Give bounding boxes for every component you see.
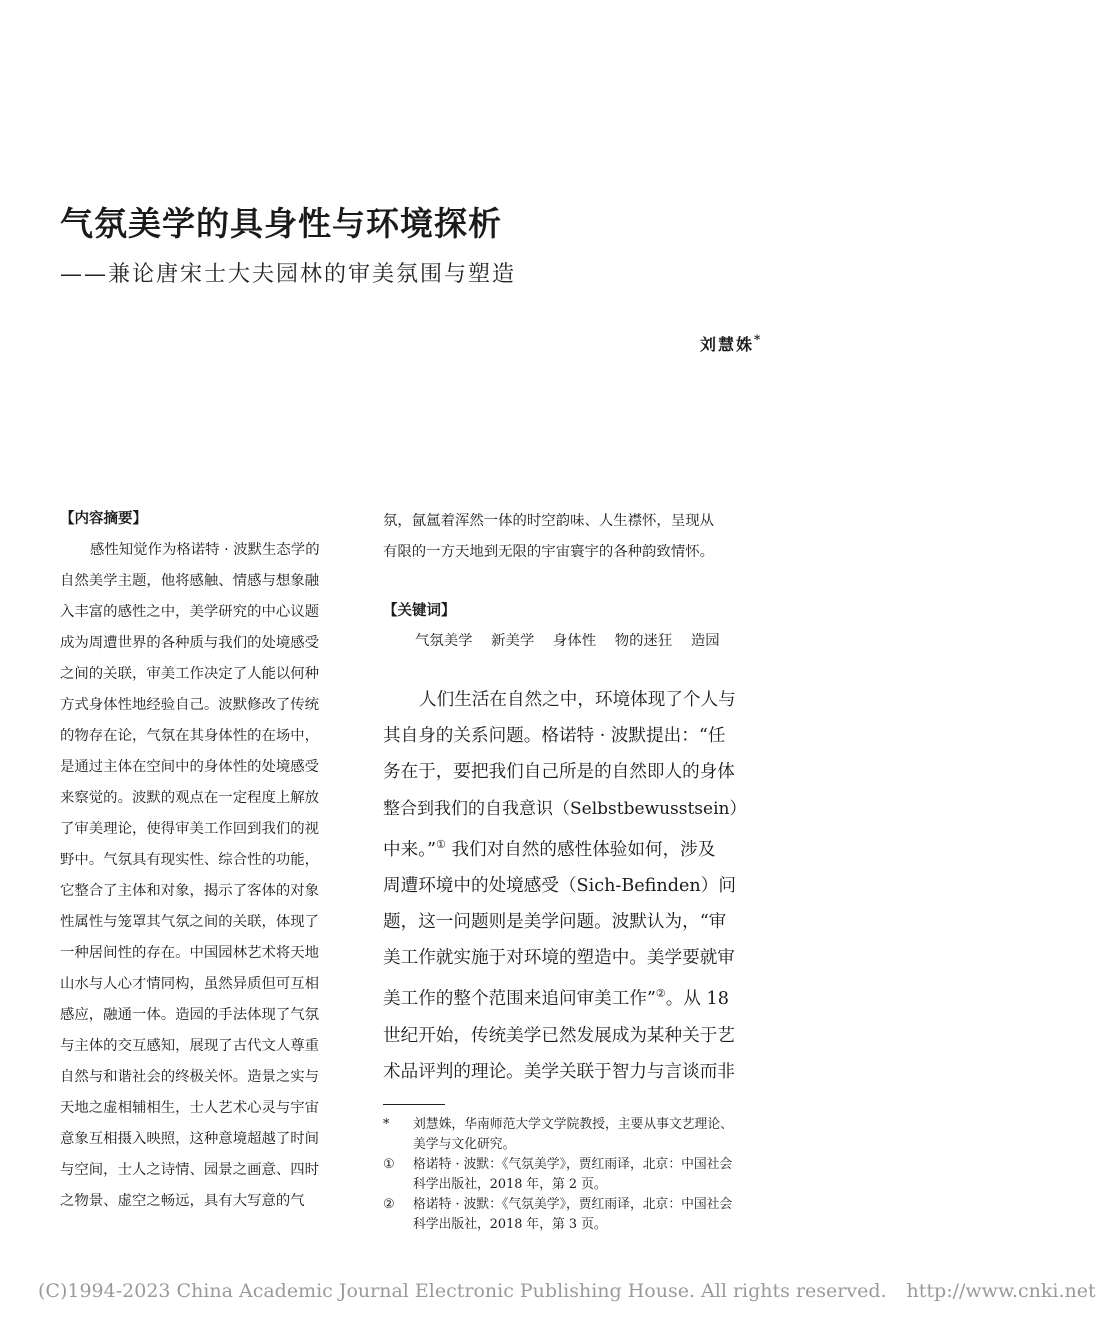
body-line: 务在于，要把我们自己所是的自然即人的身体 — [383, 762, 735, 783]
body-line: 其自身的关系问题。格诺特 · 波默提出：“任 — [383, 726, 726, 747]
abstract-line: 了审美理论，使得审美工作回到我们的视 — [60, 821, 320, 837]
body-line: 题，这一问题则是美学问题。波默认为，“审 — [383, 912, 727, 933]
keywords-list — [415, 626, 768, 656]
body-line-part: 我们对自然的感性体验如何，涉及 — [451, 839, 716, 860]
abstract-left-column — [60, 506, 360, 1217]
abstract-line: 与空间，士人之诗情、园景之画意、四时 — [60, 1162, 320, 1178]
article-subtitle: ——兼论唐宋士大夫园林的审美氛围与塑造 — [60, 262, 517, 287]
abstract-line: 性属性与笼罩其气氛之间的关联，体现了 — [60, 914, 320, 930]
abstract-line: 之间的关联，审美工作决定了人能以何种 — [60, 666, 320, 682]
abstract-line: 感应，融通一体。造园的手法体现了气氛 — [60, 1007, 320, 1023]
abstract-line: 入丰富的感性之中，美学研究的中心议题 — [60, 604, 320, 620]
author-name — [700, 332, 762, 355]
abstract-line: 的物存在论，气氛在其身体性的在场中， — [60, 728, 320, 744]
keyword: 造园 — [690, 633, 720, 649]
author-footnote-mark: * — [754, 332, 763, 347]
keyword: 物的迷狂 — [614, 633, 673, 649]
footnote-separator — [383, 1104, 445, 1105]
copyright-text: (C)1994-2023 China Academic Journal Electronic Publishing House. All rights reserved. — [38, 1280, 887, 1302]
footnote — [383, 1115, 768, 1135]
footnote — [383, 1155, 768, 1175]
footnote-mark: ② — [383, 1196, 395, 1212]
abstract-line: 是通过主体在空间中的身体性的处境感受 — [60, 759, 320, 775]
abstract-line: 成为周遭世界的各种质与我们的处境感受 — [60, 635, 320, 651]
abstract-line: 来察觉的。波默的观点在一定程度上解放 — [60, 790, 320, 806]
right-column — [383, 506, 768, 1235]
cnki-url[interactable]: http://www.cnki.net — [906, 1280, 1096, 1302]
abstract-line: 它整合了主体和对象，揭示了客体的对象 — [60, 883, 320, 899]
keywords-heading: 【关键词】 — [383, 603, 456, 619]
keyword: 气氛美学 — [415, 633, 473, 649]
keyword: 新美学 — [491, 633, 535, 649]
abstract-line: 一种居间性的存在。中国园林艺术将天地 — [60, 945, 320, 961]
abstract-line: 有限的一方天地到无限的宇宙寰宇的各种韵致情怀。 — [383, 544, 714, 560]
abstract-line: 野中。气氛具有现实性、综合性的功能， — [60, 852, 320, 868]
body-line: 周遭环境中的处境感受（Sich-Befinden）问 — [383, 875, 736, 896]
body-line — [383, 976, 768, 1017]
footnote-text: 科学出版社，2018 年，第 2 页。 — [413, 1176, 607, 1192]
abstract-line: 方式身体性地经验自己。波默修改了传统 — [60, 697, 320, 713]
abstract-heading: 【内容摘要】 — [60, 511, 147, 527]
body-line — [383, 827, 768, 868]
author-name-text: 刘慧姝 — [700, 335, 755, 354]
abstract-line: 自然与和谐社会的终极关怀。造景之实与 — [60, 1069, 320, 1085]
footnote-text: 格诺特 · 波默：《气氛美学》，贾红雨译，北京：中国社会 — [413, 1156, 733, 1172]
body-line: 整合到我们的自我意识（Selbstbewusstsein） — [383, 798, 747, 819]
footnote-text: 刘慧姝，华南师范大学文学院教授，主要从事文艺理论、 — [413, 1116, 733, 1132]
abstract-line: 与主体的交互感知，展现了古代文人尊重 — [60, 1038, 320, 1054]
footnotes — [383, 1115, 768, 1235]
keyword: 身体性 — [552, 633, 597, 649]
body-line: 美工作就实施于对环境的塑造中。美学要就审 — [383, 948, 735, 969]
article-title: 气氛美学的具身性与环境探析 — [60, 204, 502, 243]
footnote-mark: ① — [383, 1156, 395, 1172]
abstract-line: 感性知觉作为格诺特 · 波默生态学的 — [90, 542, 320, 558]
body-line-part: 。从 18 — [665, 989, 729, 1010]
body-line-part: 中来。” — [383, 839, 436, 860]
body-line: 人们生活在自然之中，环境体现了个人与 — [419, 690, 736, 710]
abstract-line: 天地之虚相辅相生，士人艺术心灵与宇宙 — [60, 1100, 320, 1116]
body-text — [383, 682, 768, 1090]
footnote-ref-1[interactable]: ① — [435, 837, 446, 851]
body-line: 世纪开始，传统美学已然发展成为某种关于艺 — [383, 1025, 735, 1046]
footnote-text: 科学出版社，2018 年，第 3 页。 — [413, 1216, 607, 1232]
footnote — [383, 1195, 768, 1215]
body-line-part: 美工作的整个范围来追问审美工作” — [383, 989, 656, 1010]
footnote-text: 格诺特 · 波默：《气氛美学》，贾红雨译，北京：中国社会 — [413, 1196, 733, 1212]
body-line: 术品评判的理论。美学关联于智力与言谈而非 — [383, 1061, 735, 1082]
abstract-line: 自然美学主题，他将感触、情感与想象融 — [60, 573, 320, 589]
abstract-line: 山水与人心才情同构，虽然异质但可互相 — [60, 976, 320, 992]
abstract-line: 意象互相摄入映照，这种意境超越了时间 — [60, 1131, 320, 1147]
footnote-text: 美学与文化研究。 — [413, 1136, 516, 1152]
footnote-ref-2[interactable]: ② — [655, 987, 666, 1001]
abstract-body — [60, 535, 360, 1217]
copyright-watermark — [38, 1280, 1096, 1302]
footnote-mark: * — [383, 1116, 390, 1132]
abstract-line: 氛，氤氲着浑然一体的时空韵味、人生襟怀，呈现从 — [383, 513, 714, 529]
abstract-line: 之物景、虚空之畅远，具有大写意的气 — [60, 1193, 305, 1209]
